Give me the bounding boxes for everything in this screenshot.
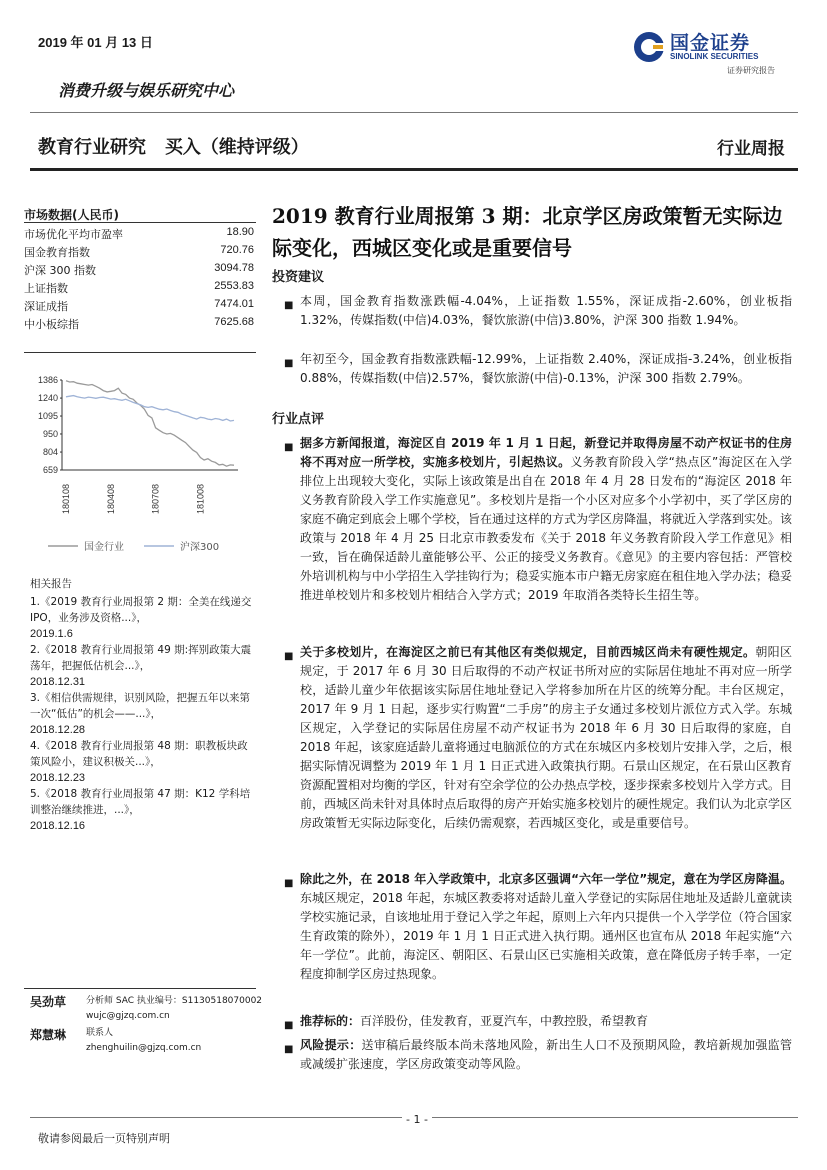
rating-label: 买入（维持评级） [164, 137, 309, 158]
analyst-name: 吴劲草 [30, 995, 67, 1009]
series-line-1 [66, 381, 234, 467]
x-tick-label: 181008 [195, 483, 206, 514]
y-tick-label: 1240 [37, 393, 58, 404]
y-tick-label: 950 [42, 428, 58, 439]
header-rule [30, 168, 798, 171]
bullet-square-icon: ■ [284, 1044, 294, 1055]
bullet-square-icon: ■ [284, 1020, 294, 1031]
bullet-square-icon: ■ [284, 442, 294, 453]
divider [24, 222, 256, 223]
bullet-square-icon: ■ [284, 878, 294, 889]
y-tick-label: 659 [42, 465, 58, 475]
x-tick-label: 180708 [150, 483, 161, 514]
related-list [30, 594, 252, 834]
related-item[interactable]: 5.《2018 教育行业周报第 47 期：K12 学科培训整治继续推进，...》， 2018.12.16 [30, 788, 251, 832]
bullet-item: ■ 据多方新闻报道，海淀区自 2019 年 1 月 1 日起，新登记并取得房屋不动产权证书的住房将不再对应一所学校，实施多校划片，引起热议。义务教育阶段入学“热点区”海淀区在入学排位上出现较大变化，实际上该政策是出自在 2018 年 4 月 28 日发布的“海淀区 2018 年义务教育阶段入学工作实施意见”。多校划片是指一个小区对应多个小学初中，买了学区房的家庭不确定到底会上哪个学校，旨在通过这样的方式为学区房降温，将就近入学落到实处。该政策与 2018 年 4 月 25 日北京市教委发布《关于 2018 年义务教育阶段入学工作意见》相一致，旨在确保适龄儿童能够公平、公正的接受义务教育。《意见》的主要内容包括：严管校外培训机构与中小学招生入学挂钩行为；稳妥实施本市户籍无房家庭在租住地入学办法；稳妥推进单校划片和多校划片相结合入学方式；2019 年取消各类特长生招生等。 [284, 436, 793, 602]
index-chart [24, 374, 246, 524]
bullet-item: ■ 关于多校划片，在海淀区之前已有其他区有类似规定，目前西城区尚未有硬性规定。朝阳区规定，于 2017 年 6 月 30 日后取得的不动产权证书所对应的实际居住地址不再对应一所学校，适龄儿童少年依据该实际居住地址登记入学将参加所在片区的统筹分配。丰台区规定，2017 年 9 月 1 日起，逐步实行购置“二手房”的房主子女通过多校划片派位方式入学。东城区规定，入学登记的实际居住房屋不动产权证书为 2018 年 6 月 30 日后取得的家庭，自 2018 年起，该家庭适龄儿童将通过电脑派位的方式在东城区内多校划片安排入学，之后，根据实际情况调整为 2019 年 1 月 1 日正式进入政策执行期。石景山区规定，在石景山区教育资源配置相对均衡的学区，针对有空余学位的公办热点学校，逐步探索多校划片入学方式。目前，西城区尚未针对具体时点后取得的房产开始实施多校划片的硬性规定。我们认为北京学区房政策暂无实际边际变化，后续仍需观察，若西城区变化，或是重要信号。 [284, 645, 793, 830]
related-item[interactable]: 4.《2018 教育行业周报第 48 期：职教板块政策风险小，建议积极关...》， 2018.12.23 [30, 740, 248, 784]
page-number: - 1 - [402, 1113, 432, 1126]
related-item[interactable]: 2.《2018 教育行业周报第 49 期:挥别政策大震荡年，把握低估机会...》， 2018.12.31 [30, 644, 252, 688]
bullet-square-icon: ■ [284, 358, 294, 369]
bullet-square-icon: ■ [284, 300, 294, 311]
market-row: 市场优化平均市盈率 18.90 [24, 226, 254, 241]
analyst-info: 联系人 zhenghuilin@gjzq.com.cn [86, 1028, 202, 1053]
logo-subtitle: 证券研究报告 [727, 66, 775, 75]
logo-english: SINOLINK SECURITIES [670, 52, 759, 61]
bullet-item: ■ 本周，国金教育指数涨跌幅-4.04%，上证指数 1.55%，深证成指-2.60%，创业板指 1.32%，传媒指数(中信)4.03%，餐饮旅游(中信)3.80%，沪深 300 指数 1.94%。 [284, 294, 792, 327]
divider [24, 988, 256, 989]
market-row: 深证成指 7474.01 [24, 298, 254, 313]
y-tick-label: 1095 [37, 411, 58, 422]
x-tick-label: 180408 [105, 483, 116, 514]
report-date: 2019 年 01 月 13 日 [38, 35, 153, 50]
logo-mark-icon [632, 30, 666, 64]
report-type: 行业周报 [717, 139, 785, 159]
disclaimer-note: 敬请参阅最后一页特别声明 [38, 1132, 170, 1145]
research-center: 消费升级与娱乐研究中心 [58, 81, 235, 100]
legend-series-1: 国金行业 [84, 542, 124, 553]
company-logo [632, 26, 792, 76]
section-heading: 行业点评 [272, 412, 325, 427]
market-row: 沪深 300 指数 3094.78 [24, 262, 254, 277]
related-item[interactable]: 3.《相信供需规律，识别风险，把握五年以来第一次“低估”的机会——...》， 2018.12.28 [30, 692, 251, 736]
legend-line-icon [144, 544, 174, 548]
section-heading: 投资建议 [272, 270, 325, 285]
chart-legend [48, 538, 219, 553]
bullet-item: ■ 除此之外，在 2018 年入学政策中，北京多区强调“六年一学位”规定，意在为学区房降温。东城区规定，2018 年起，东城区教委将对适龄儿童入学登记的实际居住地址及适龄儿童就读学校实施记录，自该地址用于登记入学之年起，原则上六年内只提供一个入学学位（符合国家生育政策的除外），2019 年 1 月 1 日正式进入执行期。通州区也宣布从 2018 年起实施“六年一学位”。此前，海淀区、朝阳区、石景山区已实施相关政策，意在降低房子转手率，一定程度抑制学区房过热现象。 [284, 872, 793, 981]
legend-series-2: 沪深300 [180, 542, 220, 553]
analyst-name: 郑慧琳 [30, 1028, 67, 1042]
x-tick-label: 180108 [61, 483, 71, 514]
market-row: 上证指数 2553.83 [24, 280, 254, 295]
y-tick-label: 804 [42, 447, 58, 458]
bullet-item: ■ 推荐标的：百洋股份，佳发教育，亚夏汽车，中教控股，希望教育 [284, 1012, 792, 1031]
divider [24, 352, 256, 353]
industry-label: 教育行业研究 [38, 137, 146, 158]
market-data-title: 市场数据(人民币) [24, 208, 119, 222]
industry-rating [38, 133, 309, 159]
analyst-info: 分析师 SAC 执业编号：S1130518070002 wujc@gjzq.com.cn [86, 996, 263, 1021]
legend-line-icon [48, 544, 78, 548]
market-row: 国金教育指数 720.76 [24, 244, 254, 259]
bullet-item: ■ 年初至今，国金教育指数涨跌幅-12.99%，上证指数 2.40%，深证成指-3.24%，创业板指 0.88%，传媒指数(中信)2.57%，餐饮旅游(中信)-0.13%，沪深 300 指数 2.79%。 [284, 352, 792, 385]
divider [30, 112, 798, 113]
bullet-item: ■ 风险提示：送审稿后最终版本尚未落地风险，新出生人口不及预期风险，教培新规加强监管或减缓扩张速度，学区房政策变动等风险。 [284, 1038, 792, 1071]
bullet-square-icon: ■ [284, 651, 294, 662]
y-tick-label: 1386 [37, 375, 58, 385]
logo-name: 国金证券 [670, 32, 751, 54]
related-item[interactable]: 1.《2019 教育行业周报第 2 期：全美在线递交 IPO，业务涉及资格...》， 2019.1.6 [30, 596, 252, 640]
report-title: 2019 教育行业周报第 3 期：北京学区房政策暂无实际边际变化，西城区变化或是重要信号 [272, 204, 783, 260]
related-title: 相关报告 [30, 578, 72, 590]
market-row: 中小板综指 7625.68 [24, 316, 254, 331]
